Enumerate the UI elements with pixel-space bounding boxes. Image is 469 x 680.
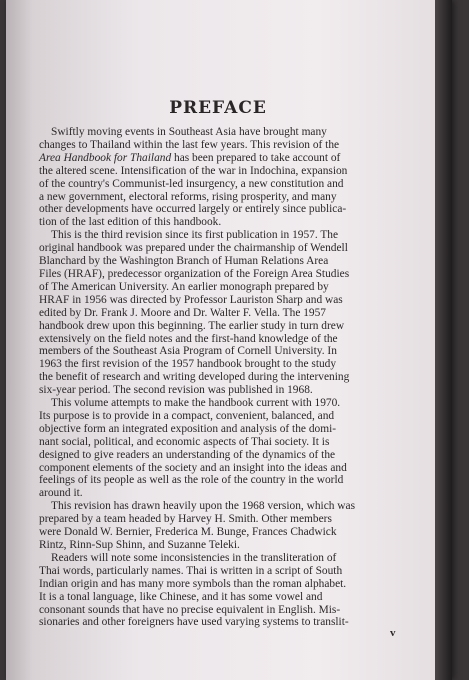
book-title-italic: Area Handbook for Thailand — [39, 151, 172, 164]
text-line: objective form an integrated exposition and analysis of the domi- — [39, 422, 337, 435]
text-line: feelings of its people as well as the role of the country in the world — [39, 474, 344, 487]
text-line: were Donald W. Bernier, Frederica M. Bunge, Frances Chadwick — [39, 526, 337, 539]
text-line: HRAF in 1956 was directed by Professor Lauriston Sharp and was — [39, 293, 343, 306]
page-title: PREFACE — [169, 98, 267, 118]
text-line: around it. — [39, 487, 83, 500]
text-line: Blanchard by the Washington Branch of Human Relations Area — [39, 255, 329, 268]
text-line: Thai words, particularly names. Thai is written in a script of South — [39, 564, 343, 577]
text-line: nant social, political, and economic aspects of Thai society. It is — [39, 435, 330, 448]
page-edge-shadow — [435, 0, 452, 680]
paragraph — [39, 500, 407, 552]
text-line: designed to give readers an understanding of the dynamics of the — [39, 448, 336, 461]
text-line: the benefit of research and writing developed during the intervening — [39, 371, 350, 384]
text-line: the altered scene. Intensification of the war in Indochina, expansion — [39, 164, 348, 177]
text-line: Files (HRAF), predecessor organization of the Foreign Area Studies — [39, 267, 350, 280]
text-line: Indian origin and has many more symbols than the roman alphabet. — [39, 577, 347, 590]
text-line: This revision has drawn heavily upon the 1968 version, which was — [51, 500, 356, 513]
text-line: six-year period. The second revision was published in 1968. — [39, 384, 313, 397]
text-line: other developments have occurred largely or entirely since publica- — [39, 203, 347, 216]
text-line: Its purpose is to provide in a compact, convenient, balanced, and — [39, 409, 335, 422]
text-line: Readers will note some inconsistencies in the transliteration of — [51, 551, 337, 564]
text-line: This is the third revision since its first publication in 1957. The — [51, 229, 339, 242]
text-line: consonant sounds that have no precise equivalent in English. Mis- — [39, 603, 341, 616]
paragraph — [39, 229, 407, 397]
text-line: Rintz, Rinn-Sup Shinn, and Suzanne Teleki. — [39, 539, 240, 551]
text-line: original handbook was prepared under the chairmanship of Wendell — [39, 242, 348, 255]
text-line: Area Handbook for Thailand has been prepared to take account of — [39, 151, 341, 164]
text-line: handbook drew upon this beginning. The earlier study in turn drew — [39, 319, 345, 332]
text-line: It is a tonal language, like Chinese, and it has some vowel and — [39, 590, 323, 603]
text-line: Swiftly moving events in Southeast Asia have brought many — [51, 126, 327, 138]
text-line: edited by Dr. Frank J. Moore and Dr. Walter F. Vella. The 1957 — [39, 306, 327, 319]
text-line: This volume attempts to make the handbook current with 1970. — [51, 397, 341, 410]
text-line: extensively on the field notes and the first-hand knowledge of the — [39, 332, 338, 345]
text-line: of The American University. An earlier monograph prepared by — [39, 280, 329, 293]
preface-body — [39, 126, 407, 629]
paragraph — [39, 126, 407, 229]
text-line: prepared by a team headed by Harvey H. Smith. Other members — [39, 513, 332, 526]
page-number: v — [390, 627, 396, 639]
book-page — [6, 0, 452, 680]
text-line: component elements of the society and an insight into the ideas and — [39, 461, 347, 474]
text-line: 1963 the first revision of the 1957 handbook brought to the study — [39, 358, 337, 371]
text-line: changes to Thailand within the last few years. This revision of the — [39, 138, 340, 151]
text-line: members of the Southeast Asia Program of Cornell University. In — [39, 345, 337, 358]
paragraph — [39, 397, 407, 500]
text-line: tion of the last edition of this handbook. — [39, 216, 222, 229]
paragraph — [39, 552, 407, 629]
text-line: sionaries and other foreigners have used varying systems to translit- — [39, 616, 349, 629]
text-line: of the country's Communist-led insurgency, a new constitution and — [39, 177, 344, 190]
text-line: a new government, electoral reforms, rising prosperity, and many — [39, 190, 337, 203]
